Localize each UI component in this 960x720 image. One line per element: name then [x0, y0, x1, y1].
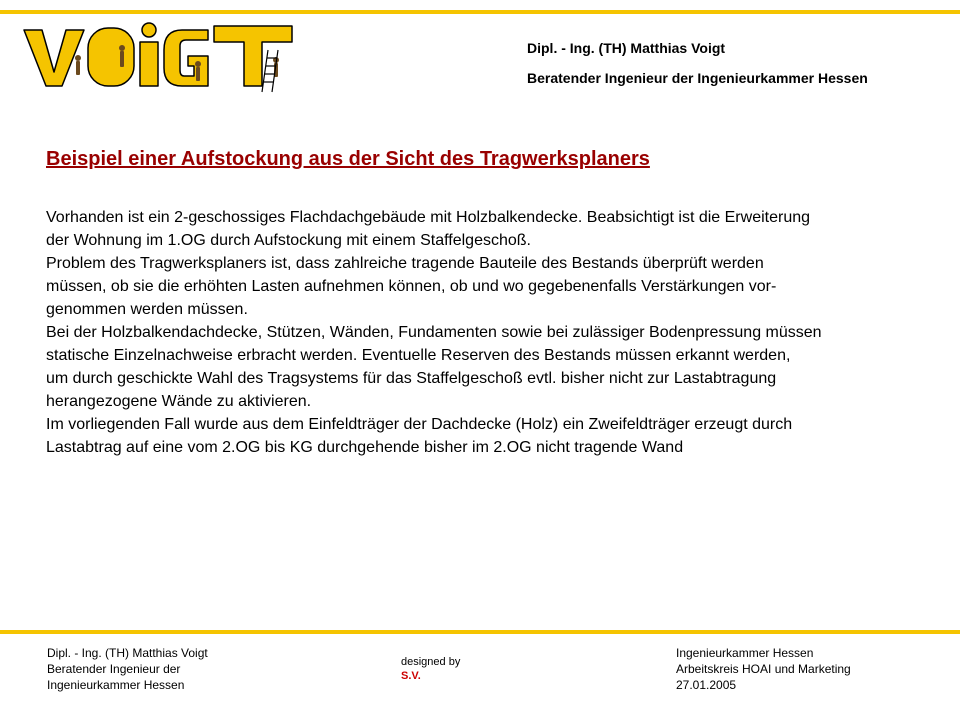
footer-chamber: Ingenieurkammer Hessen: [676, 646, 814, 660]
paragraph-problem: Problem des Tragwerksplaners ist, dass zahlreiche tragende Bauteile des Bestands überprüft werden müssen, ob sie die erhöhten Lasten aufnehmen können, ob und wo gegebenenfalls Verstärkungen vor- genommen werden müssen.: [46, 255, 777, 318]
footer-author: [47, 645, 208, 693]
page-title: Beispiel einer Aufstockung aus der Sicht des Tragwerksplaners: [46, 148, 650, 170]
header-info: [527, 33, 868, 93]
top-divider: [0, 10, 960, 14]
footer-author-chamber: Ingenieurkammer Hessen: [47, 678, 185, 692]
voigt-logo: [22, 20, 300, 94]
footer-working-group: Arbeitskreis HOAI und Marketing: [676, 662, 851, 676]
paragraph-verification: Bei der Holzbalkendachdecke, Stützen, Wänden, Fundamenten sowie bei zulässiger Bodenpressung müssen statische Einzelnachweise erbracht werden. Eventuelle Reserven des Bestands müssen erkannt werden, um durch geschickte Wahl des Tragsystems für das Staffelgeschoß evtl. bisher nicht zur Lastabtragung herangezogene Wände zu aktivieren.: [46, 324, 822, 410]
header-role: Beratender Ingenieur der Ingenieurkammer Hessen: [527, 70, 868, 86]
designed-by-label: designed by: [401, 656, 461, 668]
footer-organization: [676, 645, 851, 693]
paragraph-existing-building: Vorhanden ist ein 2-geschossiges Flachdachgebäude mit Holzbalkendecke. Beabsichtigt ist die Erweiterung der Wohnung im 1.OG durch Aufstockung mit einem Staffelgeschoß.: [46, 209, 811, 249]
header-name: Dipl. - Ing. (TH) Matthias Voigt: [527, 40, 726, 56]
footer-author-name: Dipl. - Ing. (TH) Matthias Voigt: [47, 646, 208, 660]
designer-initials: S.V.: [401, 670, 421, 682]
footer-author-role: Beratender Ingenieur der: [47, 662, 181, 676]
footer-designed-by: [401, 655, 460, 683]
bottom-divider: [0, 630, 960, 634]
footer-date: 27.01.2005: [676, 678, 737, 692]
paragraph-solution: Im vorliegenden Fall wurde aus dem Einfeldträger der Dachdecke (Holz) ein Zweifeldträger erzeugt durch Lastabtrag auf eine vom 2.OG bis KG durchgehende bisher im 2.OG nicht tragende Wand: [46, 416, 793, 456]
body-text: [46, 206, 956, 459]
